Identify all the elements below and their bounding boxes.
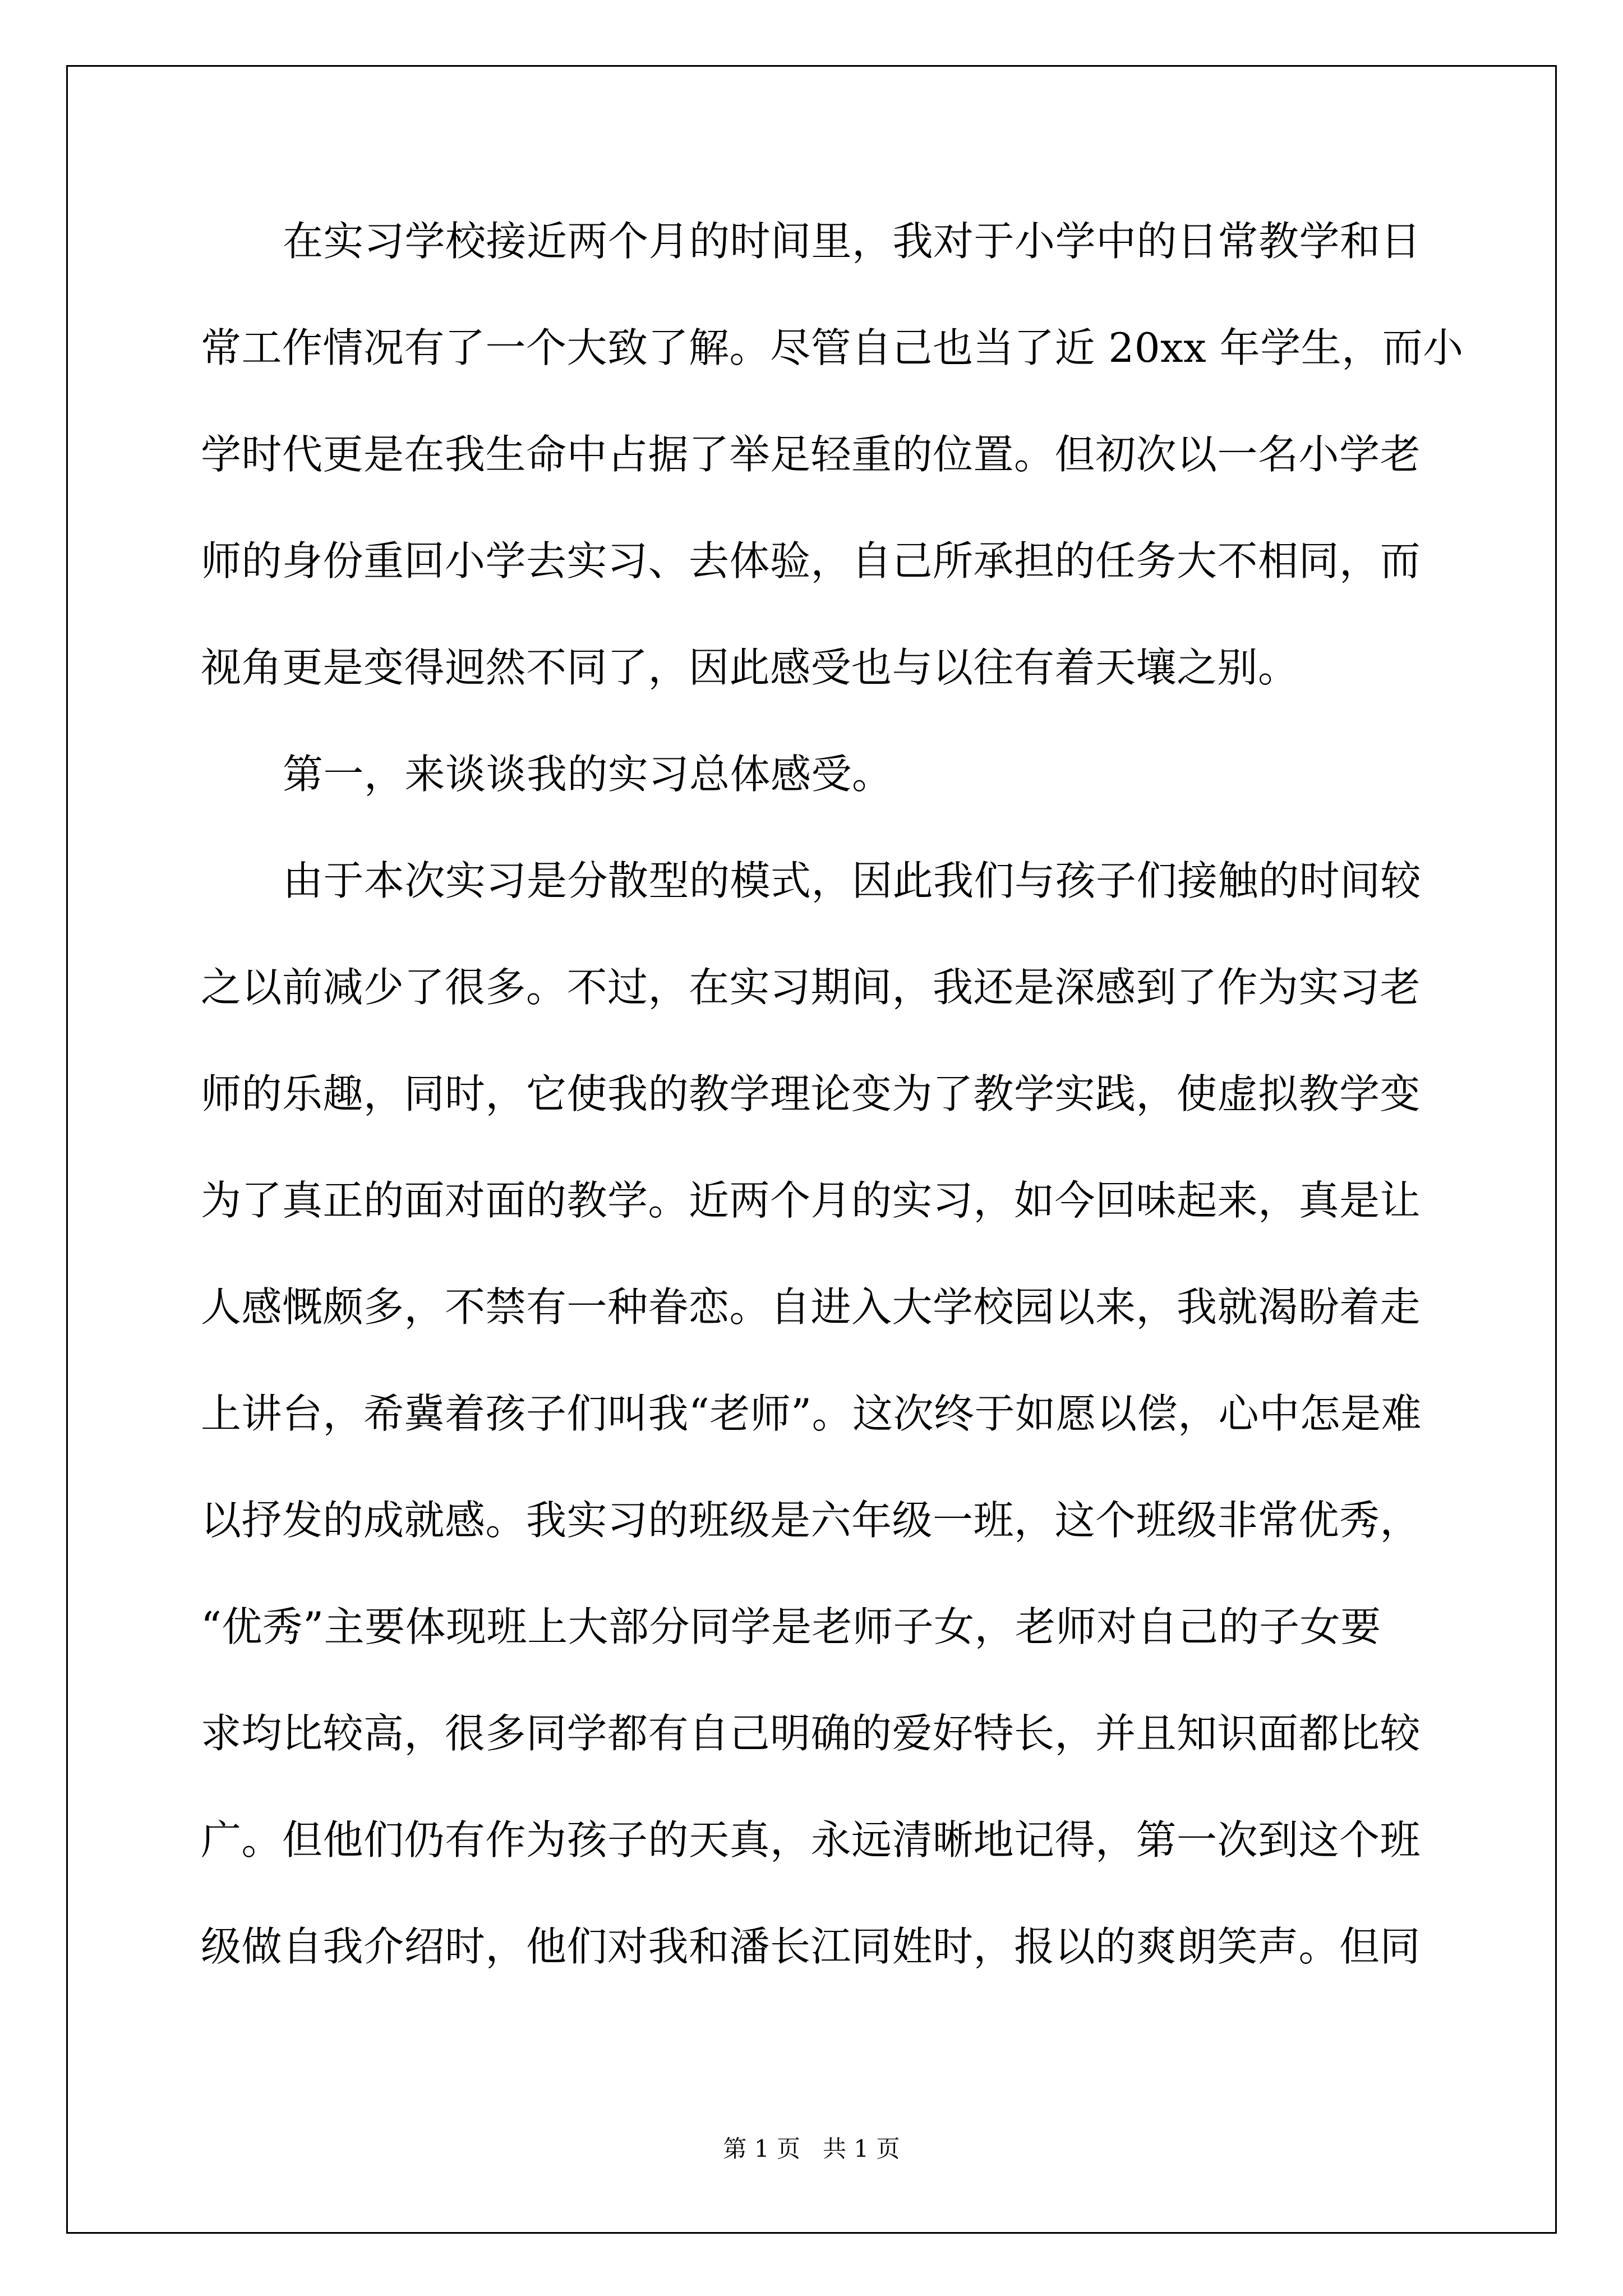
text-line: 第一，来谈谈我的实习总体感受。: [283, 751, 893, 798]
text-line: 学时代更是在我生命中占据了举足轻重的位置。但初次以一名小学老: [201, 431, 1421, 478]
text-line: 人感慨颇多，不禁有一种眷恋。自进入大学校园以来，我就渴盼着走: [201, 1283, 1421, 1331]
text-line: 上讲台，希冀着孩子们叫我“老师”。这次终于如愿以偿，心中怎是难: [201, 1390, 1422, 1437]
text-line: 师的乐趣，同时，它使我的教学理论变为了教学实践，使虚拟教学变: [201, 1070, 1421, 1117]
text-line: 由于本次实习是分散型的模式，因此我们与孩子们接触的时间较: [283, 857, 1422, 904]
text-line: 广。但他们仍有作为孩子的天真，永远清晰地记得，第一次到这个班: [201, 1816, 1421, 1864]
text-line: 视角更是变得迥然不同了，因此感受也与以往有着天壤之别。: [201, 644, 1299, 691]
text-line: 求均比较高，很多同学都有自己明确的爱好特长，并且知识面都比较: [201, 1710, 1421, 1757]
text-line: 为了真正的面对面的教学。近两个月的实习，如今回味起来，真是让: [201, 1177, 1421, 1224]
text-line: 常工作情况有了一个大致了解。尽管自己也当了近 20xx 年学生，而小: [201, 324, 1464, 371]
text-line: 在实习学校接近两个月的时间里，我对于小学中的日常教学和日: [283, 218, 1422, 265]
document-body: [201, 213, 1464, 2025]
text-line: 之以前减少了很多。不过，在实习期间，我还是深感到了作为实习老: [201, 964, 1421, 1011]
page-footer: 第 1 页 共 1 页: [723, 2135, 900, 2162]
text-line: “优秀”主要体现班上大部分同学是老师子女，老师对自己的子女要: [201, 1603, 1381, 1650]
text-line: 师的身份重回小学去实习、去体验，自己所承担的任务大不相同，而: [201, 537, 1421, 585]
text-line: 以抒发的成就感。我实习的班级是六年级一班，这个班级非常优秀，: [201, 1497, 1421, 1544]
text-line: 级做自我介绍时，他们对我和潘长江同姓时，报以的爽朗笑声。但同: [201, 1923, 1421, 1970]
